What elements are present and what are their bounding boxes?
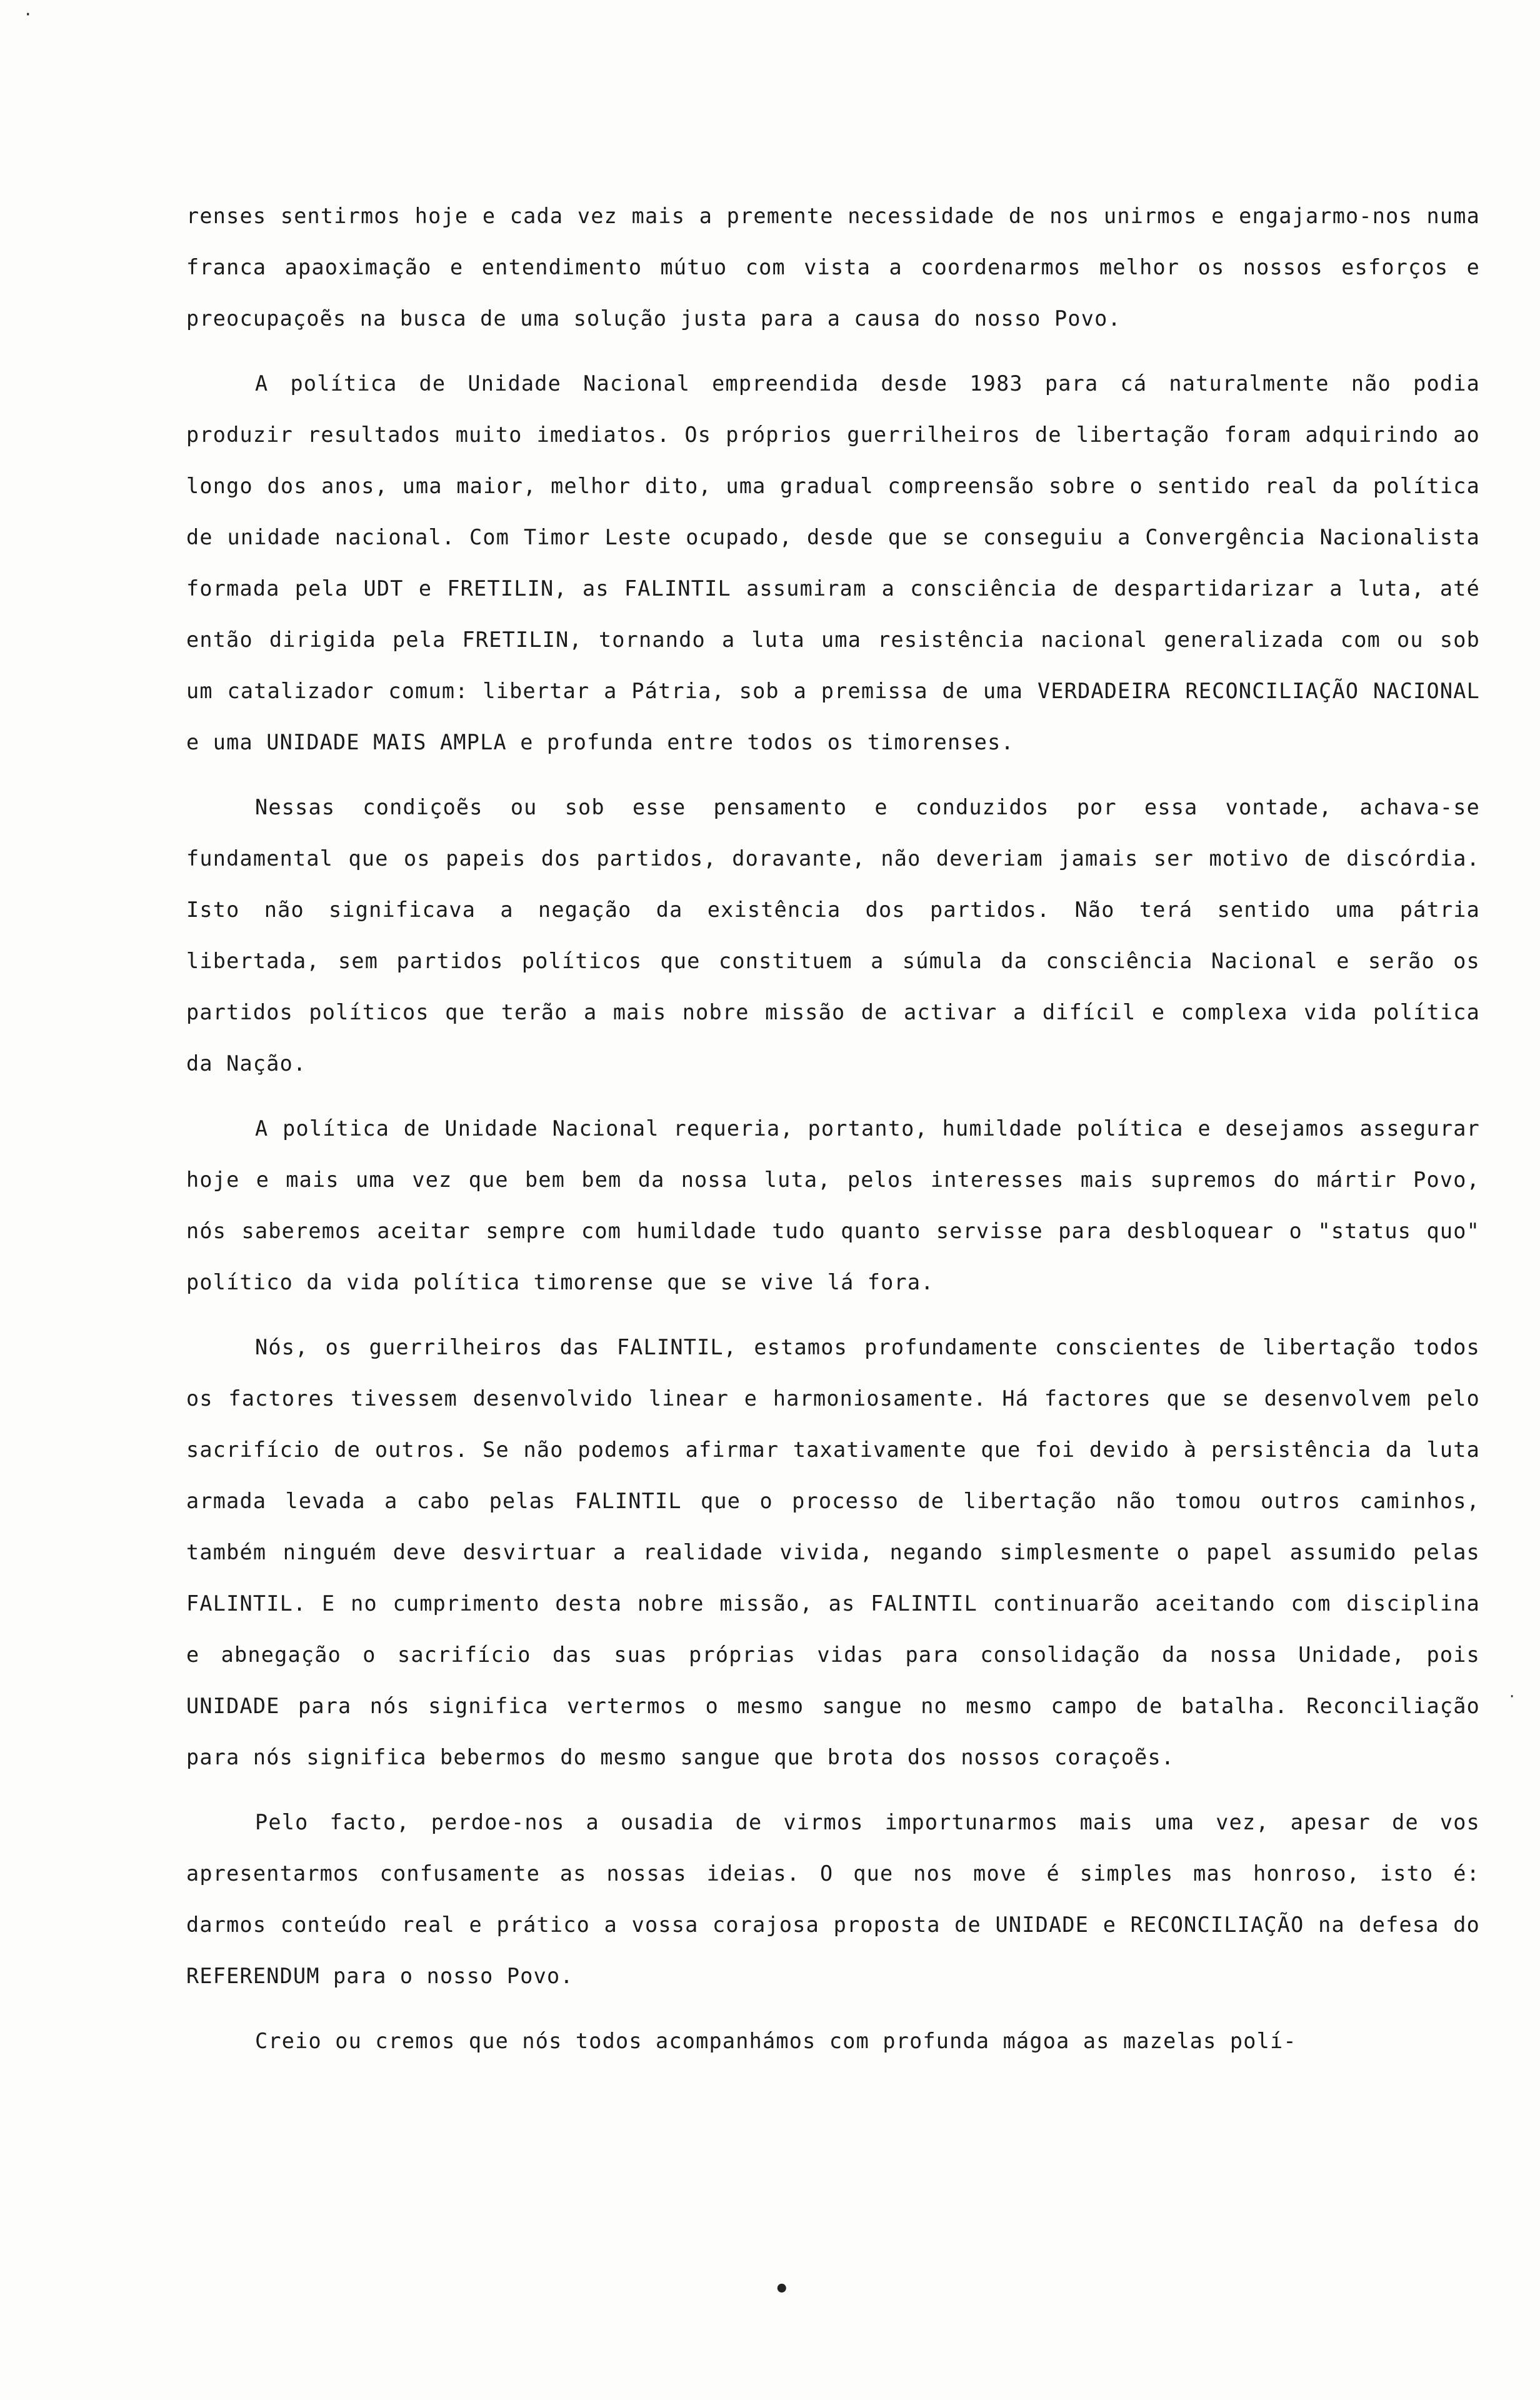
paragraph-political-humility: A política de Unidade Nacional requeria, portanto, humildade política e desejamos assegurar hoje e mais uma vez que bem bem da nossa luta, pelos interesses mais supremos do mártir Povo, nós saberemos aceitar sempre com humildade tudo quanto servisse para desbloquear o "status quo" político da vida política timorense que se vive lá fora. [186,1116,1480,1294]
paragraph-party-roles: Nessas condiçoẽs ou sob esse pensamento e conduzidos por essa vontade, achava-se fundamental que os papeis dos partidos, doravante, não deveriam jamais ser motivo de discórdia. Isto não significava a negação da existência dos partidos. Não terá sentido uma pátria libertada, sem partidos políticos que constituem a súmula da consciência Nacional e serão os partidos políticos que terão a mais nobre missão de activar a difícil e complexa vida política da Nação. [186,795,1480,1076]
paragraph-closing-line: Creio ou cremos que nós todos acompanhámos com profunda mágoa as mazelas polí- [255,2029,1297,2053]
document-body [186,191,1480,2067]
corner-speck-icon: · [25,4,31,26]
edge-speck-icon: · [1509,1688,1515,1706]
page-mark-icon: • [774,2275,790,2304]
paragraph-continuation: renses sentirmos hoje e cada vez mais a premente necessidade de nos unirmos e engajarmo-nos numa franca apaoximação e entendimento mútuo com vista a coordenarmos melhor os nossos esforços e preocupaçoẽs na busca de uma solução justa para a causa do nosso Povo. [186,204,1480,331]
paragraph-national-unity-policy: A política de Unidade Nacional empreendida desde 1983 para cá naturalmente não podia produzir resultados muito imediatos. Os próprios guerrilheiros de libertação foram adquirindo ao longo dos anos, uma maior, melhor dito, uma gradual compreensão sobre o sentido real da política de unidade nacional. Com Timor Leste ocupado, desde que se conseguiu a Convergência Nacionalista formada pela UDT e FRETILIN, as FALINTIL assumiram a consciência de despartidarizar a luta, até então dirigida pela FRETILIN, tornando a luta uma resistência nacional generalizada com ou sob um catalizador comum: libertar a Pátria, sob a premissa de uma VERDADEIRA RECONCILIAÇÃO NACIONAL e uma UNIDADE MAIS AMPLA e profunda entre todos os timorenses. [186,371,1480,754]
paragraph-falintil-guerrillas: Nós, os guerrilheiros das FALINTIL, estamos profundamente conscientes de libertação todos os factores tivessem desenvolvido linear e harmoniosamente. Há factores que se desenvolvem pelo sacrifício de outros. Se não podemos afirmar taxativamente que foi devido à persistência da luta armada levada a cabo pelas FALINTIL que o processo de libertação não tomou outros caminhos, também ninguém deve desvirtuar a realidade vivida, negando simplesmente o papel assumido pelas FALINTIL. E no cumprimento desta nobre missão, as FALINTIL continuarão aceitando com disciplina e abnegação o sacrifício das suas próprias vidas para consolidação da nossa Unidade, pois UNIDADE para nós significa vertermos o mesmo sangue no mesmo campo de batalha. Reconciliação para nós significa bebermos do mesmo sangue que brota dos nossos coraçoẽs. [186,1335,1480,1769]
paragraph-apology: Pelo facto, perdoe-nos a ousadia de virmos importunarmos mais uma vez, apesar de vos apresentarmos confusamente as nossas ideias. O que nos move é simples mas honroso, isto é: darmos conteúdo real e prático a vossa corajosa proposta de UNIDADE e RECONCILIAÇÃO na defesa do REFERENDUM para o nosso Povo. [186,1810,1480,1988]
